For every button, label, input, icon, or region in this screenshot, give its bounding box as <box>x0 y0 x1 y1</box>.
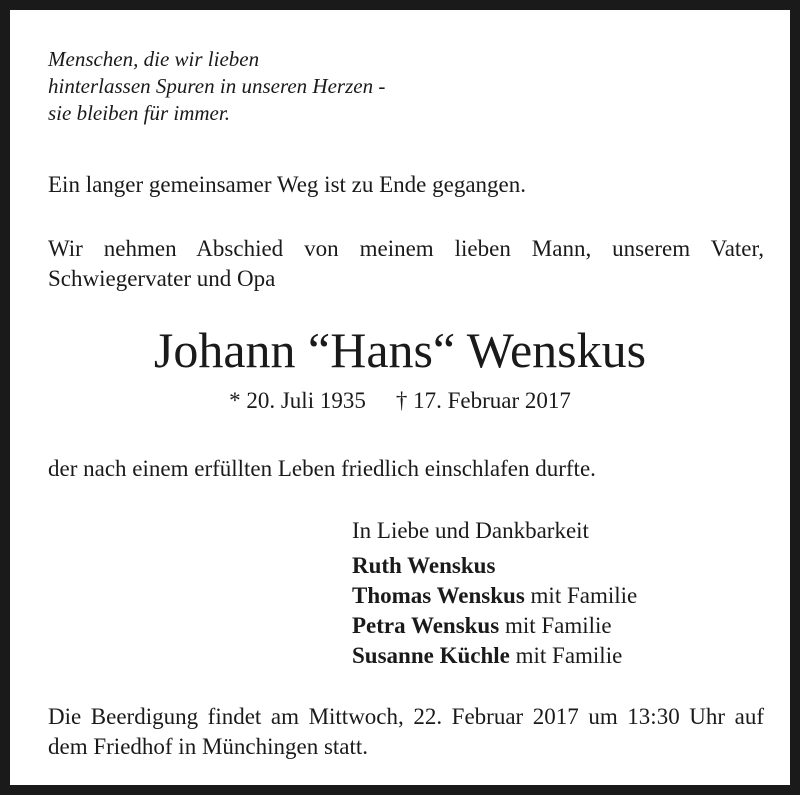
mourner-name: Petra Wenskus <box>352 613 500 638</box>
mourner-name: Susanne Küchle <box>352 643 510 668</box>
mourner-suffix: mit Familie <box>509 643 623 668</box>
thanks-text: In Liebe und Dankbarkeit <box>352 518 589 543</box>
death-date: † 17. Februar 2017 <box>395 388 571 413</box>
funeral-info: Die Beerdigung findet am Mittwoch, 22. Februar 2017 um 13:30 Uhr auf dem Friedhof in Münchingen statt. <box>48 704 764 759</box>
life-dates <box>10 386 790 416</box>
mourner-entry <box>352 551 637 581</box>
intro-text: Ein langer gemeinsamer Weg ist zu Ende gegangen. <box>48 172 527 197</box>
peace-text: der nach einem erfüllten Leben friedlich einschlafen durfte. <box>48 456 596 481</box>
motto-line: Menschen, die wir lieben <box>48 47 260 71</box>
mourner-suffix: mit Familie <box>499 613 612 638</box>
mourner-name: Ruth Wenskus <box>352 553 496 578</box>
mourner-suffix: mit Familie <box>524 583 638 608</box>
birth-date: * 20. Juli 1935 <box>229 388 366 413</box>
deceased-name: Johann “Hans“ Wenskus <box>153 322 647 378</box>
motto-line: sie bleiben für immer. <box>48 101 230 125</box>
mourners-list <box>352 551 637 671</box>
mourner-entry <box>352 581 637 611</box>
farewell-text: Wir nehmen Abschied von meinem lieben Mann, unserem Vater, Schwiegervater und Opa <box>48 236 764 291</box>
motto-line: hinterlassen Spuren in unseren Herzen - <box>48 74 386 98</box>
motto <box>48 46 385 127</box>
mourner-entry <box>352 611 637 641</box>
mourner-entry <box>352 641 637 671</box>
mourner-name: Thomas Wenskus <box>352 583 525 608</box>
